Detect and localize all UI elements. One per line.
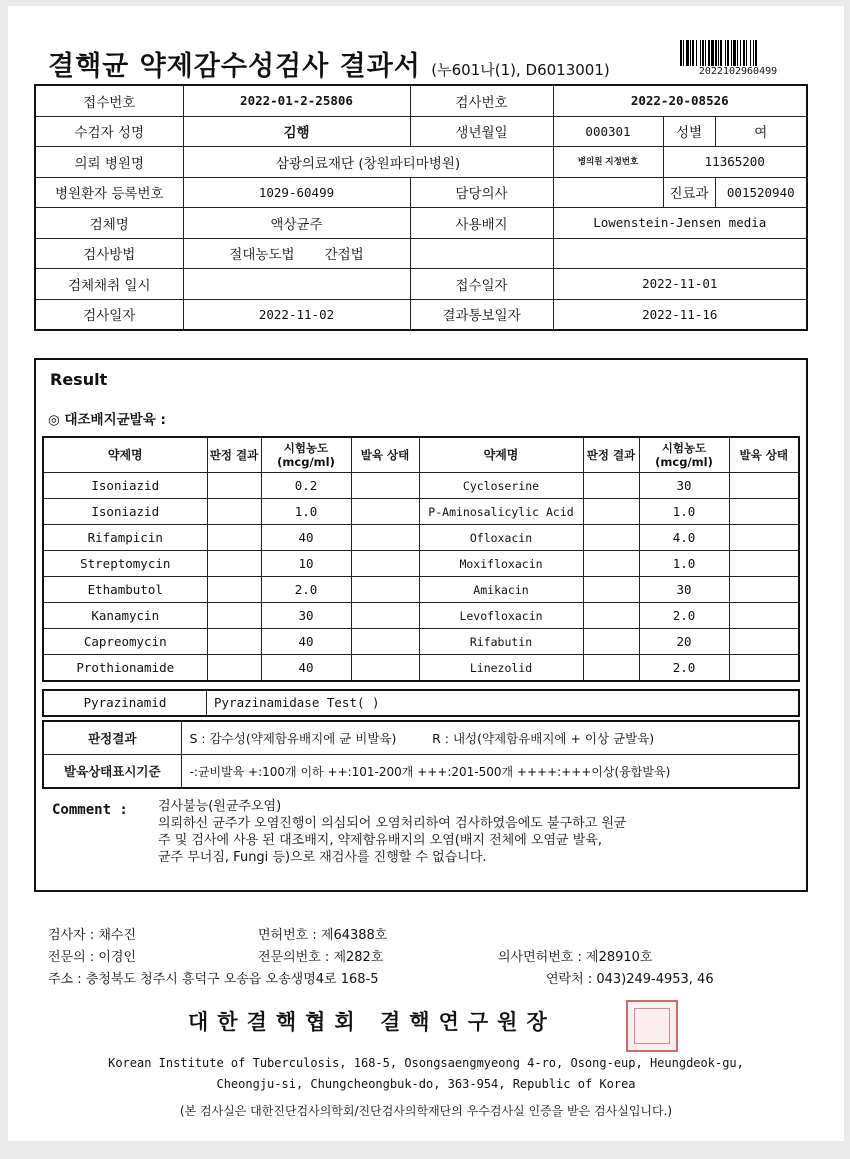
criteria-text (181, 721, 799, 755)
footer-doctor-license (498, 946, 653, 965)
doctor (553, 177, 663, 208)
criteria-table (42, 720, 800, 789)
header-drug: 약제명 (419, 437, 583, 473)
label-patient-name: 수검자 성명 (35, 116, 183, 147)
comment-line: 의뢰하신 균주가 오염진행이 의심되어 오염처리하여 검사하였음에도 불구하고 원균 (158, 816, 627, 831)
info-row (35, 147, 807, 178)
info-row (35, 238, 807, 269)
label-receive-date: 접수일자 (410, 269, 553, 300)
comment-text (158, 798, 798, 866)
label-reception-no: 접수번호 (35, 85, 183, 116)
drug-growth (729, 603, 799, 629)
drug-judgment (583, 655, 639, 682)
drug-concentration: 40 (261, 629, 351, 655)
label-sex: 성별 (663, 116, 715, 147)
reception-no: 2022-01-2-25806 (183, 85, 410, 116)
drug-concentration: 0.2 (261, 473, 351, 499)
method-2: 간접법 (324, 247, 364, 264)
info-table (34, 84, 808, 331)
criteria-row (43, 755, 799, 789)
drug-name: Isoniazid (43, 473, 207, 499)
specialist-no: 제282호 (333, 950, 384, 965)
drug-judgment (207, 499, 261, 525)
drug-judgment (583, 577, 639, 603)
drug-growth (351, 629, 419, 655)
sex: 여 (715, 116, 807, 147)
drug-row (43, 525, 799, 551)
comment-line: 균주 무너짐, Fungi 등)으로 재검사를 진행할 수 없습니다. (158, 850, 487, 865)
drug-judgment (583, 629, 639, 655)
header-growth: 발육 상태 (351, 437, 419, 473)
drug-table (42, 436, 800, 682)
drug-name: Ofloxacin (419, 525, 583, 551)
label-specimen: 검체명 (35, 208, 183, 239)
drug-name: Kanamycin (43, 603, 207, 629)
footer-contact: 연락처 : 043)249-4953, 46 (546, 972, 714, 987)
barcode-number: 2022102960499 (698, 66, 778, 77)
method-1: 절대농도법 (229, 247, 295, 264)
growth-criteria-text: -:균비발육 +:100개 이하 ++:101-200개 +++:201-500개 ++++:+++이상(융합발육) (181, 755, 799, 789)
report-date: 2022-11-16 (553, 299, 807, 330)
drug-row (43, 603, 799, 629)
empty-cell (410, 238, 553, 269)
test-date: 2022-11-02 (183, 299, 410, 330)
drug-growth (351, 525, 419, 551)
drug-row (43, 551, 799, 577)
license-label: 면허번호 : (258, 928, 317, 943)
criteria-row (43, 721, 799, 755)
drug-growth (351, 473, 419, 499)
patient-name: 김행 (183, 116, 410, 147)
drug-name: Ethambutol (43, 577, 207, 603)
drug-judgment (207, 629, 261, 655)
certification-note: (본 검사실은 대한진단검사의학회/진단검사의학재단의 우수검사실 인증을 받은 검사실입니다.) (179, 1104, 673, 1118)
drug-growth (729, 551, 799, 577)
drug-judgment (583, 603, 639, 629)
drug-growth (351, 499, 419, 525)
drug-growth (351, 551, 419, 577)
drug-growth (351, 655, 419, 682)
english-address-line1: Korean Institute of Tuberculosis, 168-5, Osongsaengmyeong 4-ro, Osong-eup, Heungdeok-gu, (108, 1056, 744, 1070)
drug-judgment (207, 655, 261, 682)
header-judgment: 판정 결과 (583, 437, 639, 473)
license-number: 제64388호 (320, 928, 388, 943)
info-row (35, 177, 807, 208)
label-report-date: 결과통보일자 (410, 299, 553, 330)
control-growth-label: ◎ 대조배지균발육 : (48, 412, 166, 428)
drug-concentration: 2.0 (261, 577, 351, 603)
drug-name: Moxifloxacin (419, 551, 583, 577)
method (183, 238, 410, 269)
drug-concentration: 30 (639, 473, 729, 499)
specialist-no-label: 전문의번호 : (258, 950, 330, 965)
specimen: 액상균주 (183, 208, 410, 239)
tester-name: 채수진 (98, 928, 137, 943)
drug-concentration: 1.0 (639, 499, 729, 525)
drug-name: Amikacin (419, 577, 583, 603)
pyrazinamid-row (42, 689, 800, 717)
label-collect-date: 검체채취 일시 (35, 269, 183, 300)
drug-name: P-Aminosalicylic Acid (419, 499, 583, 525)
label-test-date: 검사일자 (35, 299, 183, 330)
footer-specialist-no (258, 946, 383, 965)
header-concentration: 시험농도 (mcg/ml) (639, 437, 729, 473)
barcode (680, 40, 796, 66)
label-hospital: 의뢰 병원명 (35, 147, 183, 178)
drug-row (43, 499, 799, 525)
dept: 001520940 (715, 177, 807, 208)
label-method: 검사방법 (35, 238, 183, 269)
media: Lowenstein-Jensen media (553, 208, 807, 239)
receive-date: 2022-11-01 (553, 269, 807, 300)
drug-concentration: 1.0 (261, 499, 351, 525)
drug-growth (729, 629, 799, 655)
pyrazinamidase-test: Pyrazinamidase Test( ) (214, 695, 380, 710)
drug-name: Rifampicin (43, 525, 207, 551)
drug-concentration: 40 (261, 655, 351, 682)
footer-license (258, 924, 387, 943)
label-dept: 진료과 (663, 177, 715, 208)
header-growth: 발육 상태 (729, 437, 799, 473)
info-row (35, 208, 807, 239)
specialist-name: 이경인 (98, 950, 137, 965)
drug-name: Levofloxacin (419, 603, 583, 629)
official-seal (626, 1000, 678, 1052)
drug-row (43, 473, 799, 499)
drug-concentration: 30 (261, 603, 351, 629)
info-row (35, 85, 807, 116)
criteria-r: R : 내성(약제함유배지에 + 이상 균발육) (432, 731, 655, 746)
drug-growth (729, 499, 799, 525)
drug-table-header (43, 437, 799, 473)
drug-name: Streptomycin (43, 551, 207, 577)
drug-concentration: 4.0 (639, 525, 729, 551)
drug-row (43, 655, 799, 682)
doctor-license: 제28910호 (586, 950, 653, 965)
drug-concentration: 2.0 (639, 655, 729, 682)
drug-judgment (207, 473, 261, 499)
pyrazinamid-label: Pyrazinamid (44, 691, 207, 715)
drug-name: Prothionamide (43, 655, 207, 682)
hospital-code: 11365200 (663, 147, 807, 178)
english-address-line2: Cheongju-si, Chungcheongbuk-do, 363-954, Republic of Korea (216, 1077, 636, 1091)
hospital-name: 삼광의료재단 (창원파티마병원) (183, 147, 553, 178)
label-reg-no: 병원환자 등록번호 (35, 177, 183, 208)
info-row (35, 116, 807, 147)
tester-label: 검사자 : (48, 928, 95, 943)
drug-concentration: 2.0 (639, 603, 729, 629)
drug-judgment (583, 499, 639, 525)
drug-name: Linezolid (419, 655, 583, 682)
drug-row (43, 629, 799, 655)
footer-address: 주소 : 충청북도 청주시 흥덕구 오송읍 오송생명4로 168-5 (48, 972, 379, 987)
drug-judgment (207, 551, 261, 577)
header-drug: 약제명 (43, 437, 207, 473)
drug-growth (729, 525, 799, 551)
title-text: 결핵균 약제감수성검사 결과서 (48, 51, 421, 82)
criteria-label: 판정결과 (43, 721, 181, 755)
drug-growth (729, 655, 799, 682)
comment-label: Comment : (52, 802, 128, 818)
drug-concentration: 10 (261, 551, 351, 577)
label-birth: 생년월일 (410, 116, 553, 147)
title-subtitle: (누601나(1), D6013001) (431, 61, 610, 79)
info-row (35, 299, 807, 330)
drug-judgment (583, 525, 639, 551)
drug-concentration: 30 (639, 577, 729, 603)
label-hospital-code: 병의원 지정번호 (553, 147, 663, 178)
growth-criteria-label: 발육상태표시기준 (43, 755, 181, 789)
drug-judgment (207, 577, 261, 603)
drug-name: Cycloserine (419, 473, 583, 499)
drug-growth (351, 577, 419, 603)
drug-name: Isoniazid (43, 499, 207, 525)
empty-cell (553, 238, 807, 269)
reg-no: 1029-60499 (183, 177, 410, 208)
header-judgment: 판정 결과 (207, 437, 261, 473)
comment-line: 검사불능(원균주오염) (158, 799, 282, 814)
drug-row (43, 577, 799, 603)
drug-judgment (207, 603, 261, 629)
criteria-s: S : 감수성(약제함유배지에 균 비발육) (189, 731, 397, 746)
drug-concentration: 1.0 (639, 551, 729, 577)
drug-growth (729, 473, 799, 499)
footer-tester-line (48, 924, 136, 943)
drug-concentration: 20 (639, 629, 729, 655)
label-doctor: 담당의사 (410, 177, 553, 208)
report-page (8, 6, 844, 1141)
drug-judgment (583, 551, 639, 577)
collect-date (183, 269, 410, 300)
footer-specialist (48, 946, 136, 965)
birth-date: 000301 (553, 116, 663, 147)
info-row (35, 269, 807, 300)
doctor-license-label: 의사면허번호 : (498, 950, 582, 965)
drug-growth (351, 603, 419, 629)
drug-name: Capreomycin (43, 629, 207, 655)
label-test-no: 검사번호 (410, 85, 553, 116)
seal-inner (634, 1008, 670, 1044)
comment-line: 주 및 검사에 사용 된 대조배지, 약제함유배지의 오염(배지 전체에 오염균 발육, (158, 833, 602, 848)
header-concentration: 시험농도 (mcg/ml) (261, 437, 351, 473)
result-title: Result (50, 370, 108, 389)
drug-judgment (583, 473, 639, 499)
drug-growth (729, 577, 799, 603)
drug-concentration: 40 (261, 525, 351, 551)
report-title (48, 44, 610, 83)
drug-judgment (207, 525, 261, 551)
specialist-label: 전문의 : (48, 950, 95, 965)
test-no: 2022-20-08526 (553, 85, 807, 116)
drug-name: Rifabutin (419, 629, 583, 655)
label-media: 사용배지 (410, 208, 553, 239)
organization-name: 대한결핵협회 결핵연구원장 (188, 1010, 556, 1034)
